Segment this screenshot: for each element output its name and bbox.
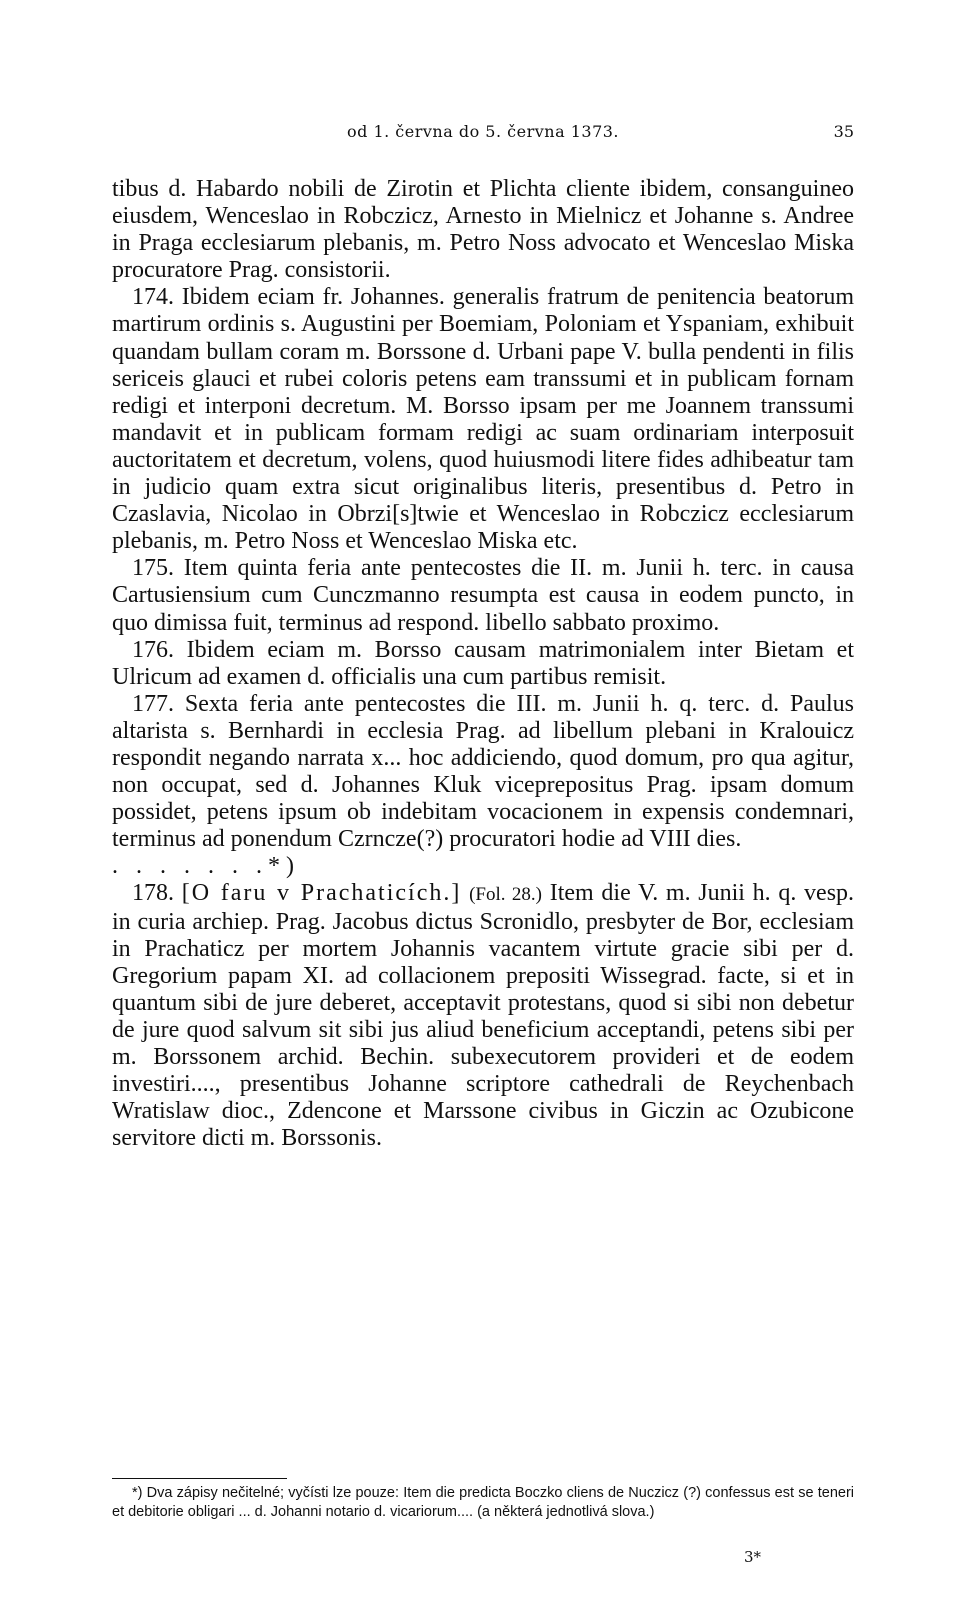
omission-dots: . . . . . . .*) [112, 853, 300, 880]
entry-178 [112, 880, 854, 1152]
entry-178-number: 178. [132, 880, 174, 907]
footnote [112, 1484, 854, 1522]
entry-178-folio: (Fol. 28.) [469, 884, 543, 906]
footnote-rule [112, 1478, 287, 1479]
running-header [112, 122, 854, 146]
entry-175: 175. Item quinta feria ante pentecostes die II. m. Junii h. terc. in causa Cartusiensium cum Cunczmanno resumpta est causa in eodem puncto, in quo dimissa fuit, terminus ad respond. libello sabbato proximo. [112, 555, 854, 636]
entry-178-text: Item die V. m. Junii h. q. vesp. in curia archiep. Prag. Jacobus dictus Scronidlo, presbyter de Bor, ecclesiam in Prachaticz per mortem Johannis vacantem virtute gracie sibi per d. Gregorium papam XI. ad collacionem prepositi Wissegrad. facte, si et in quantum sibi de jure deberet, acceptavit protestans, quod si sibi non debetur de jure quod salvum sit sibi jus aliud beneficium acceptandi, petens sibi per m. Borssonem archid. Bechin. subexecutorem provideri et de eodem investiri...., presentibus Johanne scriptore cathedrali de Reychenbach Wratislaw dioc., Zdencone et Marssone civibus in Giczin ac Ozubicone servitore dicti m. Borssonis. [112, 880, 855, 1152]
entry-174: 174. Ibidem eciam fr. Johannes. generalis fratrum de penitencia beatorum martirum ordinis s. Augustini per Boemiam, Poloniam et Yspaniam, exhibuit quandam bullam coram m. Borssone d. Urbani pape V. bulla pendenti in filis sericeis glauci et rubei coloris petens eam transsumi et in publicam fornam redigi et interponi decretum. M. Borsso ipsam per me Joannem transsumi mandavit et in publicam formam redigi ac suam ordinariam interposuit auctoritatem et decretum, volens, quod huiusmodi litere fides adhibeatur tam in judicio quam extra sicut originalibus literis, presentibus d. Petro in Czaslavia, Nicolao in Obrzi[s]twie et Wenceslao in Robczicz ecclesiarum plebanis, m. Petro Noss et Wenceslao Miska etc. [112, 284, 854, 555]
signature-mark: 3* [744, 1548, 762, 1566]
entry-176: 176. Ibidem eciam m. Borsso causam matrimonialem inter Bietam et Ulricum ad examen d. officialis una cum partibus remisit. [112, 636, 854, 690]
page-number: 35 [833, 122, 854, 141]
entry-177: 177. Sexta feria ante pentecostes die III. m. Junii h. q. terc. d. Paulus altarista s. Bernhardi in ecclesia Prag. ad libellum plebani in Kralouicz respondit negando narrata x... hoc addiciendo, quod domum, pro qua agitur, non occupat, sed d. Johannes Kluk viceprepositus Prag. ipsam domum possidet, petens ipsum ob indebitam vocacionem in expensis condemnari, terminus ad ponendum Czrncze(?) procuratori hodie ad VIII dies. [112, 690, 854, 853]
main-text [112, 176, 854, 1152]
entry-continuation: tibus d. Habardo nobili de Zirotin et Plichta cliente ibidem, consanguineo eiusdem, Wenceslao in Robczicz, Arnesto in Mielnicz et Johanne s. Andree in Praga ecclesiarum plebanis, m. Petro Noss advocato et Wenceslao Miska procuratore Prag. consistorii. [112, 176, 854, 284]
header-title: od 1. června do 5. června 1373. [346, 122, 620, 141]
entry-178-heading: [O faru v Prachaticích.] [181, 880, 462, 907]
footnote-text: *) Dva zápisy nečitelné; vyčísti lze pouze: Item die predicta Boczko cliens de Nuczicz (?) confessus est se teneri et debitorie obligari ... d. Johanni notario d. vicariorum.... (a některá jednotlivá slova.) [112, 1485, 854, 1520]
